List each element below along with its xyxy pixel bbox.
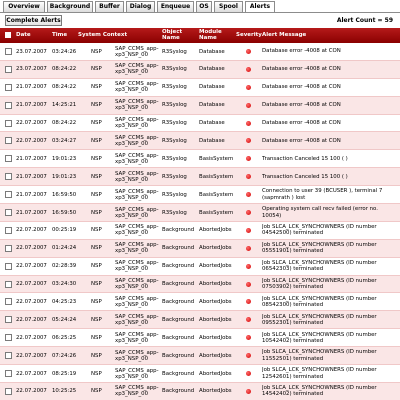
cell-context: SAP_CCMS_app-xp3_NSP_00 (115, 224, 159, 237)
row-checkbox[interactable] (5, 298, 12, 305)
cell-date: 21.07.2007 (16, 191, 47, 198)
table-row[interactable] (0, 168, 400, 186)
cell-module: AbortedJobs (199, 245, 232, 252)
cell-object: R3Syslog (162, 120, 187, 127)
cell-message: Transaction Canceled 15 100 ( ) (262, 173, 348, 180)
cell-system: NSP (91, 102, 102, 109)
cell-time: 02:28:39 (52, 263, 77, 270)
red-dot-icon (246, 317, 251, 322)
row-checkbox[interactable] (5, 316, 12, 323)
table-row[interactable] (0, 311, 400, 329)
cell-context: SAP_CCMS_app-xp3_NSP_00 (115, 278, 159, 291)
tab-spool[interactable]: Spool (214, 1, 243, 12)
cell-system: NSP (91, 298, 102, 305)
cell-time: 00:25:19 (52, 227, 77, 234)
cell-object: Background (162, 352, 195, 359)
cell-message: Connection to user 39 (BCUSER ), terminal 7 (sapmrath ) lost (262, 188, 383, 201)
tab-os[interactable]: OS (196, 1, 212, 12)
red-dot-icon (246, 282, 251, 287)
red-dot-icon (246, 103, 251, 108)
row-checkbox[interactable] (5, 155, 12, 162)
cell-system: NSP (91, 316, 102, 323)
cell-date: 22.07.2007 (16, 281, 47, 288)
cell-module: Database (199, 102, 225, 109)
red-dot-icon (246, 210, 251, 215)
cell-time: 19:01:23 (52, 173, 77, 180)
cell-time: 05:24:24 (52, 316, 77, 323)
cell-module: AbortedJobs (199, 263, 232, 270)
table-row[interactable] (0, 61, 400, 79)
cell-system: NSP (91, 120, 102, 127)
row-checkbox[interactable] (5, 120, 12, 127)
red-dot-icon (246, 389, 251, 394)
table-row[interactable] (0, 222, 400, 240)
tab-enqueue[interactable]: Enqueue (157, 1, 194, 12)
cell-object: R3Syslog (162, 173, 187, 180)
red-dot-icon (246, 192, 251, 197)
cell-system: NSP (91, 84, 102, 91)
row-checkbox[interactable] (5, 209, 12, 216)
cell-context: SAP_CCMS_app-xp3_NSP_00 (115, 242, 159, 255)
table-row[interactable] (0, 204, 400, 222)
red-dot-icon (246, 228, 251, 233)
cell-time: 08:25:19 (52, 370, 77, 377)
cell-system: NSP (91, 48, 102, 55)
cell-module: BasisSystem (199, 209, 234, 216)
cell-object: Background (162, 316, 195, 323)
cell-object: Background (162, 227, 195, 234)
complete-alerts-button[interactable]: Complete Alerts (6, 17, 61, 24)
cell-context: SAP_CCMS_app-xp3_NSP_00 (115, 313, 159, 326)
cell-system: NSP (91, 281, 102, 288)
red-dot-icon (246, 246, 251, 251)
cell-time: 14:25:21 (52, 102, 77, 109)
cell-date: 21.07.2007 (16, 209, 47, 216)
cell-object: R3Syslog (162, 102, 187, 109)
tab-alerts[interactable]: Alerts (245, 1, 275, 12)
cell-object: R3Syslog (162, 209, 187, 216)
cell-system: NSP (91, 245, 102, 252)
cell-date: 21.07.2007 (16, 84, 47, 91)
red-dot-icon (246, 353, 251, 358)
col-object-name[interactable]: Object Name (162, 28, 183, 41)
cell-message: Job SLCA_LCK_SYNCHOWNERS (ID number 05551901) terminated (262, 242, 377, 255)
cell-time: 07:24:26 (52, 352, 77, 359)
cell-date: 22.07.2007 (16, 245, 47, 252)
cell-context: SAP_CCMS_app-xp3_NSP_00 (115, 331, 159, 344)
cell-message: Job SLCA_LCK_SYNCHOWNERS (ID number 10542402) terminated (262, 331, 377, 344)
col-alert-message[interactable]: Alert Message (262, 31, 307, 38)
cell-context: SAP_CCMS_app-xp3_NSP_00 (115, 260, 159, 273)
cell-time: 03:24:27 (52, 137, 77, 144)
cell-object: R3Syslog (162, 137, 187, 144)
cell-module: AbortedJobs (199, 298, 232, 305)
red-dot-icon (246, 335, 251, 340)
table-row[interactable] (0, 132, 400, 150)
cell-system: NSP (91, 263, 102, 270)
cell-time: 08:24:22 (52, 84, 77, 91)
row-checkbox[interactable] (5, 352, 12, 359)
cell-object: Background (162, 281, 195, 288)
cell-module: BasisSystem (199, 173, 234, 180)
row-checkbox[interactable] (5, 173, 12, 180)
table-row[interactable] (0, 276, 400, 294)
cell-date: 22.07.2007 (16, 298, 47, 305)
cell-object: R3Syslog (162, 84, 187, 91)
cell-module: AbortedJobs (199, 227, 232, 234)
cell-context: SAP_CCMS_app-xp3_NSP_00 (115, 349, 159, 362)
cell-module: Database (199, 48, 225, 55)
red-dot-icon (246, 371, 251, 376)
cell-message: Job SLCA_LCK_SYNCHOWNERS (ID number 12542601) terminated (262, 367, 377, 380)
cell-context: SAP_CCMS_app-xp3_NSP_00 (115, 295, 159, 308)
cell-message: Job SLCA_LCK_SYNCHOWNERS (ID number 11552501) terminated (262, 349, 377, 362)
cell-context: SAP_CCMS_app-xp3_NSP_00 (115, 99, 159, 112)
cell-date: 22.07.2007 (16, 120, 47, 127)
col-system-context[interactable]: System Context (78, 31, 128, 38)
cell-object: R3Syslog (162, 191, 187, 198)
table-row[interactable] (0, 97, 400, 115)
red-dot-icon (246, 85, 251, 90)
row-checkbox[interactable] (5, 137, 12, 144)
cell-object: Background (162, 263, 195, 270)
cell-module: AbortedJobs (199, 370, 232, 377)
red-dot-icon (246, 67, 251, 72)
cell-message: Job SLCA_LCK_SYNCHOWNERS (ID number 04542500) terminated (262, 224, 377, 237)
cell-system: NSP (91, 227, 102, 234)
cell-module: AbortedJobs (199, 352, 232, 359)
cell-time: 16:59:50 (52, 191, 77, 198)
row-checkbox[interactable] (5, 370, 12, 377)
table-body (0, 43, 400, 400)
cell-date: 22.07.2007 (16, 263, 47, 270)
cell-system: NSP (91, 388, 102, 395)
cell-time: 01:24:24 (52, 245, 77, 252)
cell-date: 23.07.2007 (16, 48, 47, 55)
cell-time: 04:25:23 (52, 298, 77, 305)
red-dot-icon (246, 156, 251, 161)
cell-module: Database (199, 120, 225, 127)
cell-system: NSP (91, 66, 102, 73)
red-dot-icon (246, 174, 251, 179)
cell-object: Background (162, 370, 195, 377)
table-row[interactable] (0, 365, 400, 383)
col-date[interactable]: Date (16, 31, 31, 38)
cell-module: Database (199, 84, 225, 91)
cell-time: 08:24:22 (52, 66, 77, 73)
cell-message: Database error -4008 at CON (262, 66, 341, 73)
cell-date: 22.07.2007 (16, 370, 47, 377)
cell-system: NSP (91, 137, 102, 144)
table-row[interactable] (0, 258, 400, 276)
cell-module: AbortedJobs (199, 281, 232, 288)
cell-message: Operating system call recv failed (error no. 10054) (262, 206, 378, 219)
cell-date: 21.07.2007 (16, 102, 47, 109)
cell-system: NSP (91, 352, 102, 359)
cell-system: NSP (91, 155, 102, 162)
select-all-checkbox[interactable] (5, 32, 11, 38)
row-checkbox[interactable] (5, 66, 12, 73)
table-row[interactable] (0, 240, 400, 258)
row-checkbox[interactable] (5, 102, 12, 109)
cell-system: NSP (91, 173, 102, 180)
cell-module: AbortedJobs (199, 334, 232, 341)
cell-time: 10:25:25 (52, 388, 77, 395)
row-checkbox[interactable] (5, 227, 12, 234)
cell-date: 22.07.2007 (16, 334, 47, 341)
table-row[interactable] (0, 43, 400, 61)
cell-context: SAP_CCMS_app-xp3_NSP_00 (115, 134, 159, 147)
cell-context: SAP_CCMS_app-xp3_NSP_00 (115, 152, 159, 165)
tab-overview[interactable]: Overview (3, 1, 45, 12)
cell-message: Database error -4008 at CON (262, 137, 341, 144)
red-dot-icon (246, 49, 251, 54)
tab-bar (0, 0, 400, 13)
cell-date: 22.07.2007 (16, 227, 47, 234)
cell-object: R3Syslog (162, 48, 187, 55)
row-checkbox[interactable] (5, 281, 12, 288)
col-module-name[interactable]: Module Name (199, 28, 222, 41)
cell-message: Database error -4008 at CON (262, 102, 341, 109)
cell-time: 06:25:25 (52, 334, 77, 341)
cell-date: 22.07.2007 (16, 137, 47, 144)
tab-background[interactable]: Background (47, 1, 93, 12)
cell-message: Database error -4008 at CON (262, 48, 341, 55)
col-time[interactable]: Time (52, 31, 68, 38)
tab-buffer[interactable]: Buffer (95, 1, 124, 12)
cell-message: Job SLCA_LCK_SYNCHOWNERS (ID number 08542300) terminated (262, 295, 377, 308)
cell-message: Job SLCA_LCK_SYNCHOWNERS (ID number 14542402) terminated (262, 385, 377, 398)
row-checkbox[interactable] (5, 263, 12, 270)
cell-object: Background (162, 245, 195, 252)
cell-context: SAP_CCMS_app-xp3_NSP_00 (115, 188, 159, 201)
cell-context: SAP_CCMS_app-xp3_NSP_00 (115, 117, 159, 130)
cell-context: SAP_CCMS_app-xp3_NSP_00 (115, 81, 159, 94)
cell-message: Job SLCA_LCK_SYNCHOWNERS (ID number 07503902) terminated (262, 277, 377, 291)
cell-context: SAP_CCMS_app-xp3_NSP_00 (115, 170, 159, 183)
cell-system: NSP (91, 334, 102, 341)
cell-message: Job SLCA_LCK_SYNCHOWNERS (ID number 09552301) terminated (262, 313, 377, 326)
cell-context: SAP_CCMS_app-xp3_NSP_00 (115, 45, 159, 58)
row-checkbox[interactable] (5, 334, 12, 341)
red-dot-icon (246, 121, 251, 126)
cell-module: Database (199, 137, 225, 144)
cell-object: R3Syslog (162, 155, 187, 162)
cell-object: R3Syslog (162, 66, 187, 73)
cell-object: Background (162, 388, 195, 395)
cell-date: 23.07.2007 (16, 66, 47, 73)
cell-module: BasisSystem (199, 155, 234, 162)
cell-time: 03:24:26 (52, 48, 77, 55)
row-checkbox[interactable] (5, 48, 12, 55)
table-row[interactable] (0, 186, 400, 204)
red-dot-icon (246, 264, 251, 269)
cell-message: Database error -4008 at CON (262, 119, 341, 126)
row-checkbox[interactable] (5, 84, 12, 91)
red-dot-icon (246, 138, 251, 143)
table-row[interactable] (0, 293, 400, 311)
alert-count: Alert Count = 59 (336, 17, 393, 24)
cell-time: 03:24:30 (52, 281, 77, 288)
cell-context: SAP_CCMS_app-xp3_NSP_00 (115, 63, 159, 76)
cell-date: 22.07.2007 (16, 388, 47, 395)
cell-message: Database error -4008 at CON (262, 84, 341, 91)
cell-context: SAP_CCMS_app-xp3_NSP_00 (115, 206, 159, 219)
cell-context: SAP_CCMS_app-xp3_NSP_00 (115, 367, 159, 380)
cell-context: SAP_CCMS_app-xp3_NSP_00 (115, 385, 159, 398)
table-row[interactable] (0, 115, 400, 133)
alerts-toolbar (0, 13, 400, 28)
table-row[interactable] (0, 383, 400, 400)
cell-system: NSP (91, 209, 102, 216)
row-checkbox[interactable] (5, 245, 12, 252)
cell-object: Background (162, 334, 195, 341)
red-dot-icon (246, 299, 251, 304)
table-header (0, 28, 400, 43)
cell-message: Transaction Canceled 15 100 ( ) (262, 155, 348, 162)
cell-module: Database (199, 66, 225, 73)
row-checkbox[interactable] (5, 388, 12, 395)
cell-message: Job SLCA_LCK_SYNCHOWNERS (ID number 06542303) terminated (262, 259, 377, 273)
table-row[interactable] (0, 329, 400, 347)
cell-object: Background (162, 298, 195, 305)
table-row[interactable] (0, 150, 400, 168)
cell-time: 19:01:23 (52, 155, 77, 162)
cell-date: 21.07.2007 (16, 155, 47, 162)
cell-time: 16:59:50 (52, 209, 77, 216)
cell-system: NSP (91, 191, 102, 198)
cell-date: 22.07.2007 (16, 316, 47, 323)
table-row[interactable] (0, 79, 400, 97)
cell-time: 08:24:22 (52, 120, 77, 127)
cell-date: 21.07.2007 (16, 173, 47, 180)
col-severity[interactable]: Severity (236, 31, 262, 38)
row-checkbox[interactable] (5, 191, 12, 198)
cell-module: BasisSystem (199, 191, 234, 198)
cell-module: AbortedJobs (199, 316, 232, 323)
cell-system: NSP (91, 370, 102, 377)
cell-date: 22.07.2007 (16, 352, 47, 359)
alerts-table (0, 28, 400, 400)
cell-module: AbortedJobs (199, 388, 232, 395)
tab-dialog[interactable]: Dialog (126, 1, 155, 12)
table-row[interactable] (0, 347, 400, 365)
